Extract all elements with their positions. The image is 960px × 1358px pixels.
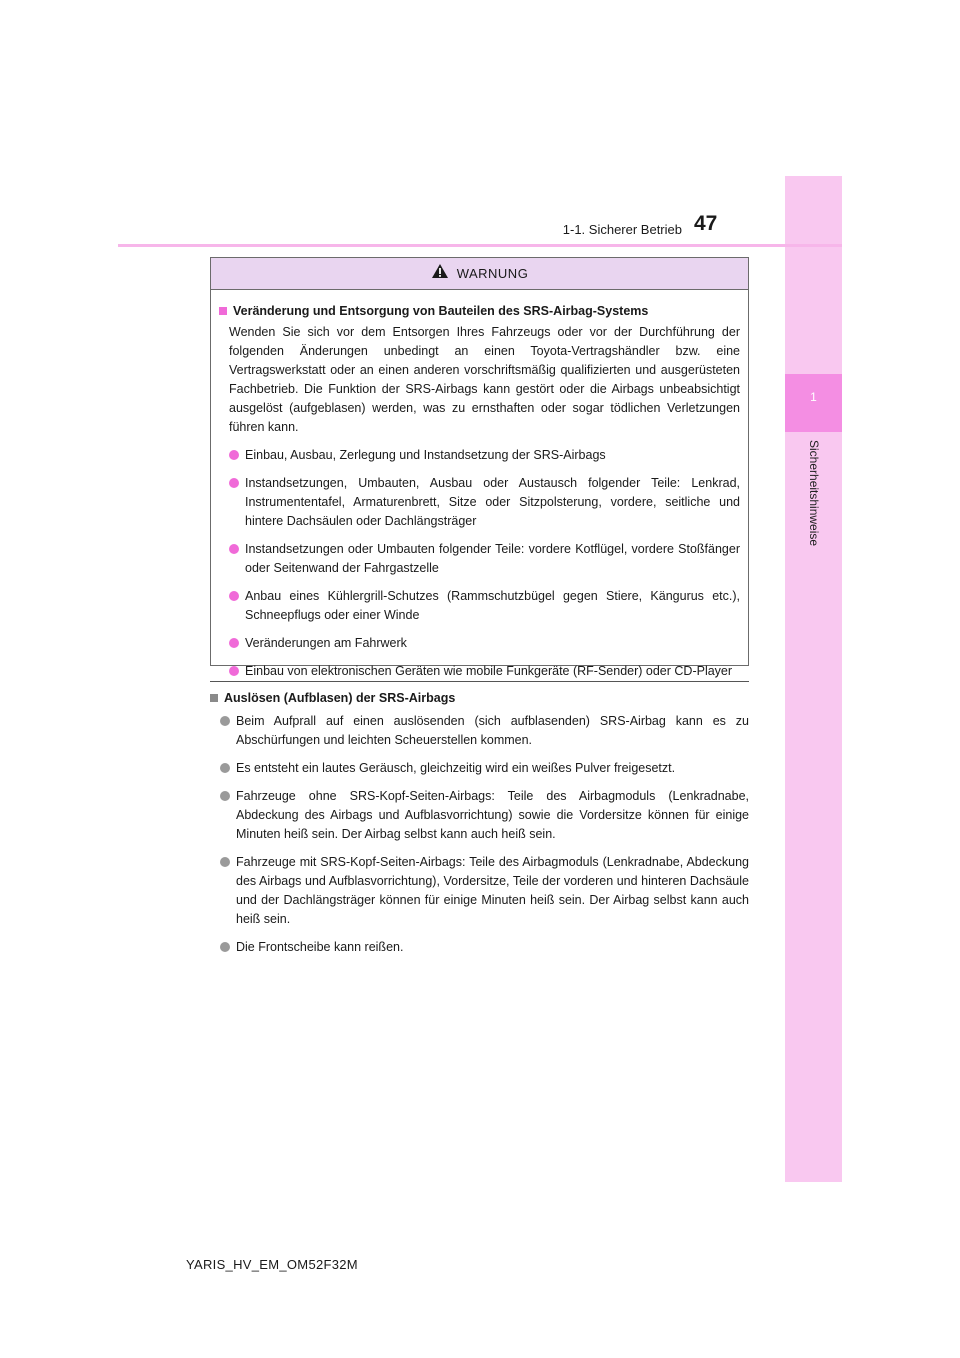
deploy-item: Es entsteht ein lautes Geräusch, gleichzeitig wird ein weißes Pulver freigesetzt. xyxy=(210,759,749,778)
circle-bullet-icon xyxy=(220,763,230,773)
deploy-item: Fahrzeuge mit SRS-Kopf-Seiten-Airbags: Teile des Airbagmoduls (Lenkradnabe, Abdeckung des Airbags und Aufblasvorrichtung), Vordersitze, Teile der vorderen und hinteren Dachsäule und der Dachlängsträger können für einige Minuten heiß sein. Der Airbag selbst kann auch heiß sein. xyxy=(210,853,749,929)
circle-bullet-icon xyxy=(229,666,239,676)
section-divider xyxy=(210,681,749,682)
warning-item: Instandsetzungen, Umbauten, Ausbau oder Austausch folgender Teile: Lenkrad, Instrumententafel, Armaturenbrett, Sitze oder Sitzpolsterung, vordere, seitliche und hintere Dachsäulen oder Dachlängsträger xyxy=(219,474,740,531)
warning-box xyxy=(210,257,749,678)
header-rule xyxy=(118,244,842,247)
warning-item: Veränderungen am Fahrwerk xyxy=(219,634,740,653)
warning-item: Einbau, Ausbau, Zerlegung und Instandsetzung der SRS-Airbags xyxy=(219,446,740,465)
circle-bullet-icon xyxy=(229,478,239,488)
deploy-heading: Auslösen (Aufblasen) der SRS-Airbags xyxy=(210,689,749,708)
square-bullet-icon xyxy=(219,307,227,315)
warning-body xyxy=(211,290,748,681)
chapter-number: 1 xyxy=(810,390,817,404)
circle-bullet-icon xyxy=(220,716,230,726)
circle-bullet-icon xyxy=(229,591,239,601)
circle-bullet-icon xyxy=(220,791,230,801)
circle-bullet-icon xyxy=(229,638,239,648)
section-title: 1-1. Sicherer Betrieb xyxy=(562,222,682,237)
warning-title: WARNUNG xyxy=(456,266,529,281)
circle-bullet-icon xyxy=(220,942,230,952)
chapter-side-band xyxy=(785,176,842,1182)
warning-item: Instandsetzungen oder Umbauten folgender Teile: vordere Kotflügel, vordere Stoßfänger oder Seitenwand der Fahrgastzelle xyxy=(219,540,740,578)
warning-subheading: Veränderung und Entsorgung von Bauteilen des SRS-Airbag-Systems xyxy=(219,302,740,321)
chapter-label: Sicherheitshinweise xyxy=(807,440,821,547)
warning-triangle-icon xyxy=(431,263,449,284)
circle-bullet-icon xyxy=(220,857,230,867)
deploy-item: Beim Aufprall auf einen auslösenden (sich aufblasenden) SRS-Airbag kann es zu Abschürfungen und leichten Scheuerstellen kommen. xyxy=(210,712,749,750)
deploy-section xyxy=(210,689,749,957)
document-code: YARIS_HV_EM_OM52F32M xyxy=(186,1257,358,1272)
warning-item: Anbau eines Kühlergrill-Schutzes (Rammschutzbügel gegen Stiere, Kängurus etc.), Schneepflugs oder einer Winde xyxy=(219,587,740,625)
deploy-item: Die Frontscheibe kann reißen. xyxy=(210,938,749,957)
deploy-item: Fahrzeuge ohne SRS-Kopf-Seiten-Airbags: Teile des Airbagmoduls (Lenkradnabe, Abdeckung des Airbags und Aufblasvorrichtung) sowie die Vordersitze können für einige Minuten heiß sein. Der Airbag selbst kann auch heiß sein. xyxy=(210,787,749,844)
circle-bullet-icon xyxy=(229,544,239,554)
warning-intro: Wenden Sie sich vor dem Entsorgen Ihres Fahrzeugs oder vor der Durchführung der folgenden Änderungen unbedingt an einen Toyota-Vertragshändler bzw. eine Vertragswerkstatt oder an einen anderen vorschriftsmäßig qualifizierten und ausgerüsteten Fachbetrieb. Die Funktion der SRS-Airbags kann gestört oder die Airbags unbeabsichtigt ausgelöst (aufgeblasen) werden, was zu ernsthaften oder sogar tödlichen Verletzungen führen kann. xyxy=(229,325,740,434)
warning-item: Einbau von elektronischen Geräten wie mobile Funkgeräte (RF-Sender) oder CD-Player xyxy=(219,662,740,681)
circle-bullet-icon xyxy=(229,450,239,460)
warning-header xyxy=(211,258,748,290)
page-number: 47 xyxy=(694,212,718,235)
square-bullet-icon xyxy=(210,694,218,702)
